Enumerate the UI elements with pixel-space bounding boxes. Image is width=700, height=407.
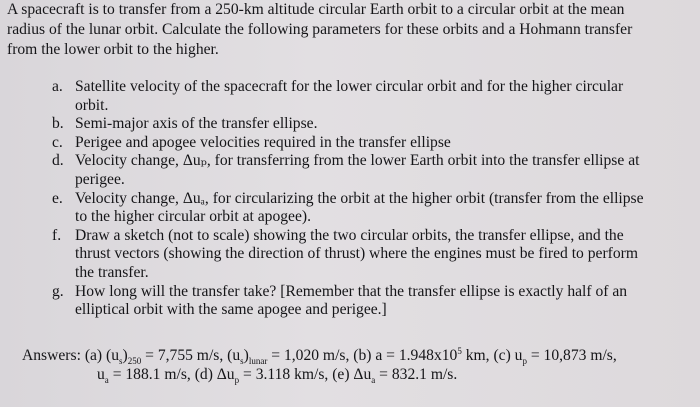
answers-block (22, 347, 617, 384)
answer-subscript: a (371, 374, 376, 385)
answer-fragment: ) (243, 347, 249, 364)
answer-fragment: (a) (u (84, 347, 120, 364)
item-text: the transfer. (75, 263, 149, 281)
answer-exponent: 5 (457, 345, 462, 356)
answer-subscript: s (119, 356, 123, 367)
question-item-a (0, 78, 700, 115)
answer-subscript: 250 (127, 356, 142, 367)
answer-fragment: = 1,020 m/s, (b) a = 1.948x10 (267, 347, 458, 364)
question-item-g (0, 283, 700, 320)
answer-fragment: = 3.118 km/s, (e) Δu (239, 365, 372, 383)
question-item-c (0, 134, 700, 153)
answer-fragment: km, (c) u (461, 347, 523, 364)
item-text: Velocity change, Δuₚ, for transferring from the lower Earth orbit into the transfer ellipse at (75, 152, 640, 170)
question-item-f (0, 227, 700, 283)
item-text: How long will the transfer take? [Remember that the transfer ellipse is exactly half of an (75, 282, 628, 300)
item-letter: b. (52, 115, 64, 133)
problem-statement (7, 0, 695, 59)
item-text: Perigee and apogee velocities required in the transfer ellipse (75, 133, 451, 151)
answer-subscript: a (104, 374, 109, 385)
item-text: thrust vectors (showing the direction of thrust) where the engines must be fired to perform (75, 245, 638, 263)
answer-fragment: ) (122, 347, 128, 364)
answer-fragment: = 7,755 m/s, (u (141, 347, 241, 364)
item-letter: f. (52, 226, 62, 244)
item-text: to the higher circular orbit at apogee). (75, 208, 311, 226)
item-letter: c. (52, 133, 63, 151)
item-text: perigee. (75, 170, 125, 188)
answer-subscript: p (234, 374, 240, 385)
question-item-e (0, 190, 700, 227)
item-text: elliptical orbit with the same apogee and perigee.] (75, 301, 387, 319)
intro-line-2: radius of the lunar orbit. Calculate the following parameters for these orbits and a Hohmann transfer (7, 20, 633, 38)
question-list (0, 78, 700, 320)
item-text: Semi-major axis of the transfer ellipse. (75, 115, 318, 133)
answer-fragment: = 188.1 m/s, (d) Δu (108, 365, 235, 383)
answer-text (84, 345, 617, 367)
answer-fragment: = 832.1 m/s. (375, 365, 458, 383)
item-letter: e. (52, 189, 63, 207)
question-item-d (0, 152, 700, 189)
answer-subscript: lunar (248, 356, 268, 367)
item-letter: d. (52, 152, 64, 170)
answer-fragment: u (97, 365, 105, 383)
item-text: Satellite velocity of the spacecraft for the lower circular orbit and for the higher circular (75, 78, 624, 95)
answer-line-2 (22, 366, 617, 385)
intro-line-3: from the lower orbit to the higher. (7, 40, 219, 58)
question-item-b (0, 115, 700, 134)
item-text: Draw a sketch (not to scale) showing the two circular orbits, the transfer ellipse, and the (75, 226, 624, 244)
answers-label: Answers: (22, 347, 81, 364)
answer-subscript: p (522, 356, 527, 367)
item-letter: g. (52, 282, 64, 300)
item-text: orbit. (75, 96, 109, 114)
item-text: Velocity change, Δuₐ, for circularizing the orbit at the higher orbit (transfer from the ellipse (75, 189, 644, 207)
answer-subscript: s (240, 356, 244, 367)
item-letter: a. (52, 78, 63, 95)
intro-line-1: A spacecraft is to transfer from a 250-km altitude circular Earth orbit to a circular orbit at the mean (7, 1, 625, 18)
answer-fragment: = 10,873 m/s, (526, 347, 617, 364)
